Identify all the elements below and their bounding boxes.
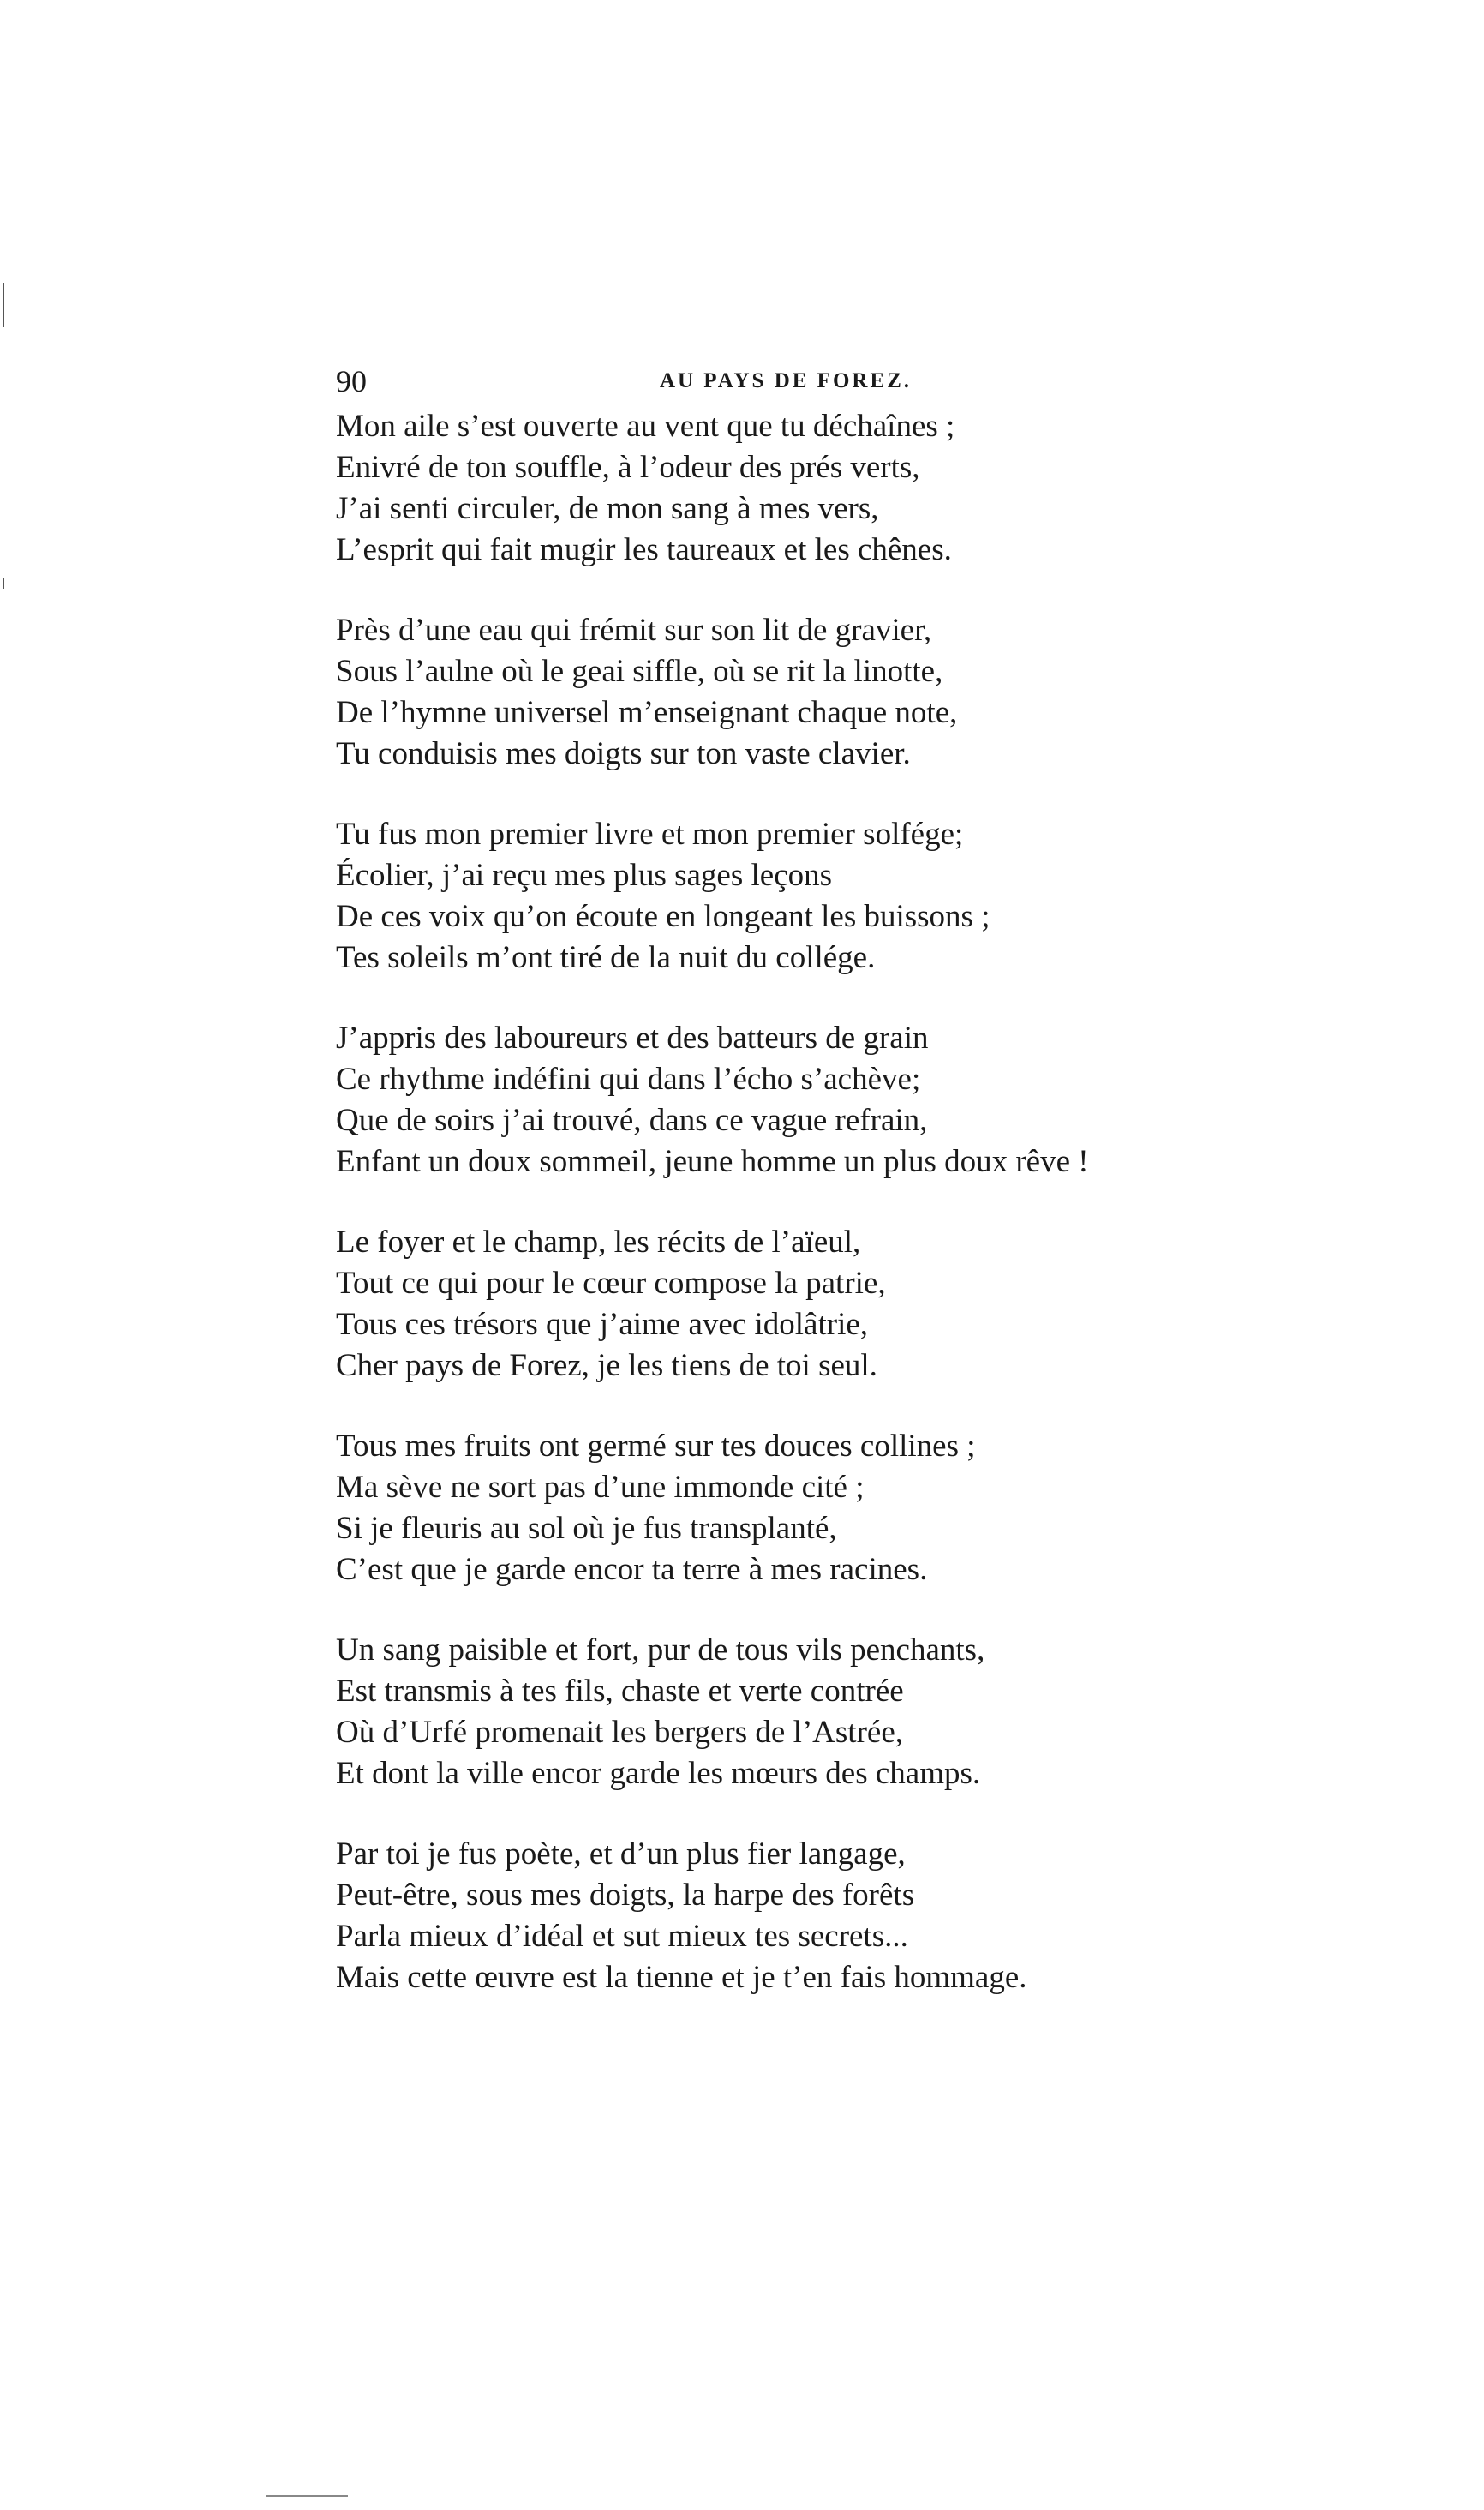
verse-line: Enivré de ton souffle, à l’odeur des prés verts,: [336, 450, 920, 485]
page-number: 90: [336, 364, 367, 398]
scan-bottom-rule: [266, 2495, 348, 2497]
verse-line: Et dont la ville encor garde les mœurs des champs.: [336, 1756, 981, 1791]
verse-line: Tu fus mon premier livre et mon premier solfége;: [336, 817, 964, 852]
stanza: [336, 1426, 1244, 1590]
verse-line: Mon aile s’est ouverte au vent que tu déchaînes ;: [336, 409, 955, 444]
stanza: [336, 814, 1244, 979]
stanza: [336, 1834, 1244, 1998]
scan-margin-mark: [3, 578, 4, 589]
stanza: [336, 610, 1244, 775]
verse-line: Mais cette œuvre est la tienne et je t’en fais hommage.: [336, 1960, 1027, 1995]
verse-line: J’ai senti circuler, de mon sang à mes vers,: [336, 491, 879, 526]
verse-line: Près d’une eau qui frémit sur son lit de gravier,: [336, 613, 932, 648]
verse-line: Tous mes fruits ont germé sur tes douces collines ;: [336, 1429, 976, 1464]
verse-line: Le foyer et le champ, les récits de l’aïeul,: [336, 1225, 861, 1260]
verse-line: Tous ces trésors que j’aime avec idolâtrie,: [336, 1307, 869, 1342]
verse-line: Peut-être, sous mes doigts, la harpe des forêts: [336, 1878, 915, 1913]
verse-line: Que de soirs j’ai trouvé, dans ce vague refrain,: [336, 1103, 928, 1138]
verse-line: Ma sève ne sort pas d’une immonde cité ;: [336, 1470, 865, 1505]
stanza: [336, 1222, 1244, 1387]
verse-line: Est transmis à tes fils, chaste et verte contrée: [336, 1674, 904, 1709]
verse-line: Sous l’aulne où le geai siffle, où se rit la linotte,: [336, 654, 943, 689]
verse-line: L’esprit qui fait mugir les taureaux et les chênes.: [336, 532, 952, 567]
verse-line: Cher pays de Forez, je les tiens de toi seul.: [336, 1348, 877, 1383]
verse-line: C’est que je garde encor ta terre à mes racines.: [336, 1552, 928, 1587]
verse-line: Où d’Urfé promenait les bergers de l’Astrée,: [336, 1715, 903, 1750]
verse-line: Par toi je fus poète, et d’un plus fier langage,: [336, 1836, 906, 1872]
scan-margin-mark: [3, 283, 4, 327]
stanza: [336, 406, 1244, 571]
poem-body: [336, 406, 1244, 2038]
verse-line: J’appris des laboureurs et des batteurs de grain: [336, 1021, 929, 1056]
running-head: AU PAYS DE FOREZ.: [659, 369, 913, 392]
verse-line: De l’hymne universel m’enseignant chaque note,: [336, 695, 958, 730]
verse-line: Tout ce qui pour le cœur compose la patrie,: [336, 1266, 886, 1301]
verse-line: Ce rhythme indéfini qui dans l’écho s’achève;: [336, 1062, 921, 1097]
verse-line: Enfant un doux sommeil, jeune homme un plus doux rêve !: [336, 1144, 1089, 1179]
verse-line: Écolier, j’ai reçu mes plus sages leçons: [336, 858, 833, 893]
verse-line: Tu conduisis mes doigts sur ton vaste clavier.: [336, 736, 911, 771]
verse-line: Un sang paisible et fort, pur de tous vils penchants,: [336, 1632, 985, 1668]
verse-line: De ces voix qu’on écoute en longeant les buissons ;: [336, 899, 990, 934]
verse-line: Tes soleils m’ont tiré de la nuit du collége.: [336, 940, 876, 975]
verse-line: Si je fleuris au sol où je fus transplanté,: [336, 1511, 837, 1546]
page-header: [336, 360, 1201, 403]
verse-line: Parla mieux d’idéal et sut mieux tes secrets...: [336, 1919, 908, 1954]
stanza: [336, 1018, 1244, 1183]
stanza: [336, 1630, 1244, 1794]
